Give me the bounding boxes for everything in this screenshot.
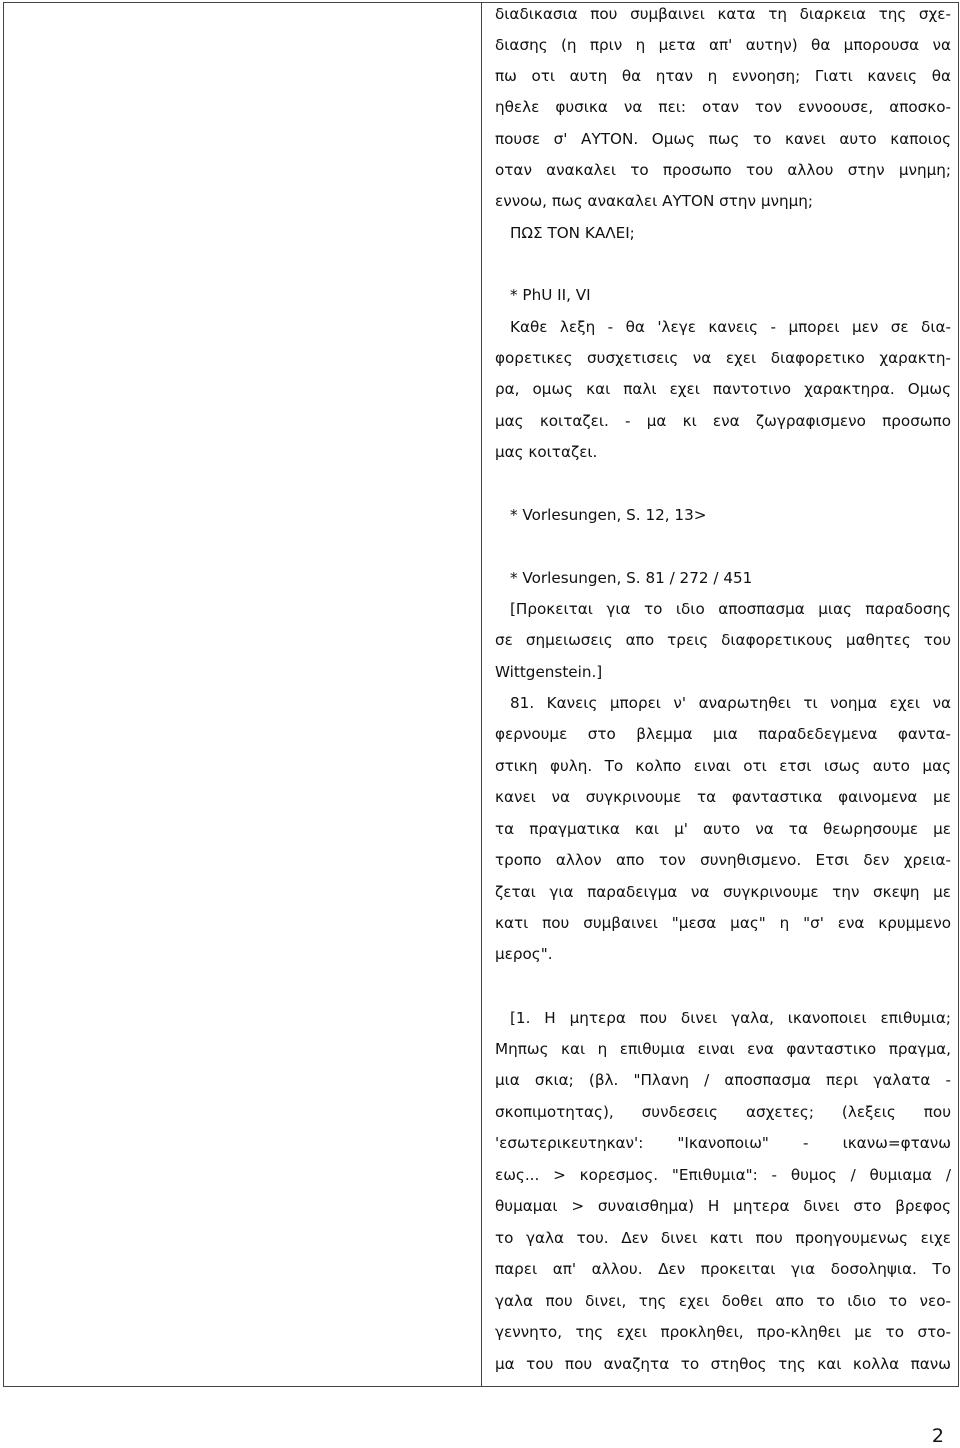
- text-line: σκοπιμοτητας), συνδεσεις ασχετες; (λεξεις που: [495, 1103, 951, 1121]
- text-line: Καθε λεξη - θα 'λεγε κανεις - μπορει μεν σε δια-: [510, 318, 951, 336]
- text-line: παρει απ' αλλου. Δεν προκειται για δοσοληψια. Το: [495, 1260, 951, 1278]
- text-line: το γαλα του. Δεν δινει κατι που προηγουμενως ειχε: [495, 1229, 951, 1247]
- text-line: * Vorlesungen, S. 12, 13>: [510, 506, 707, 524]
- text-line: τροπο αλλον απο τον συνηθισμενο. Ετσι δεν χρεια-: [495, 851, 951, 869]
- text-line: μια σκια; (βλ. "Πλανη / αποσπασμα περι γαλατα -: [495, 1071, 951, 1089]
- text-line: 81. Κανεις μπορει ν' αναρωτηθει τι νοημα εχει να: [510, 694, 951, 712]
- text-line: 'εσωτερικευτηκαν': "Ικανοποιω" - ικανω=φτανω: [495, 1134, 951, 1152]
- text-line: οταν ανακαλει το προσωπο του αλλου στην μνημη;: [495, 161, 951, 179]
- text-line: γεννητο, της εχει προκληθει, προ-κληθει με το στο-: [495, 1323, 951, 1341]
- text-line: ΠΩΣ ΤΟΝ ΚΑΛΕΙ;: [510, 224, 635, 242]
- text-line: ρα, ομως και παλι εχει παντοτινο χαρακτηρα. Ομως: [495, 380, 951, 398]
- text-line: [Προκειται για το ιδιο αποσπασμα μιας παραδοσης: [510, 600, 951, 618]
- text-line: πω οτι αυτη θα ηταν η εννοηση; Γιατι κανεις θα: [495, 67, 951, 85]
- two-column-table: [3, 2, 959, 1387]
- text-line: γαλα που δινει, της εχει δοθει απο το ιδιο το νεο-: [495, 1292, 951, 1310]
- text-line: φορετικες συσχετισεις να εχει διαφορετικο χαρακτη-: [495, 349, 951, 367]
- text-line: κανει να συγκρινουμε τα φανταστικα φαινομενα με: [495, 788, 951, 806]
- text-line: τα πραγματικα και μ' αυτο να τα θεωρησουμε με: [495, 820, 951, 838]
- text-line: * Vorlesungen, S. 81 / 272 / 451: [510, 569, 753, 587]
- text-line: μας κοιταζει.: [495, 443, 598, 461]
- text-line: μας κοιταζει. - μα κι ενα ζωγραφισμενο προσωπο: [495, 412, 951, 430]
- text-line: πουσε σ' ΑΥΤΟΝ. Ομως πως το κανει αυτο καποιος: [495, 130, 951, 148]
- text-line: ηθελε φυσικα να πει: οταν τον εννοουσε, αποσκο-: [495, 98, 951, 116]
- text-line: φερνουμε στο βλεμμα μια παραδεδεγμενα φαντα-: [495, 725, 951, 743]
- text-line: Μηπως και η επιθυμια ειναι ενα φανταστικο πραγμα,: [495, 1040, 951, 1058]
- page-number: 2: [931, 1425, 944, 1447]
- text-line: εως... > κορεσμος. "Επιθυμια": - θυμος / θυμιαμα /: [495, 1166, 951, 1184]
- text-line: * PhU II, VI: [510, 286, 591, 304]
- text-line: θυμαμαι > συναισθημα) Η μητερα δινει στο βρεφος: [495, 1197, 951, 1215]
- text-line: ζεται για παραδειγμα να συγκρινουμε την σκεψη με: [495, 883, 951, 901]
- text-line: [1. Η μητερα που δινει γαλα, ικανοποιει επιθυμια;: [510, 1009, 951, 1027]
- text-line: εννοω, πως ανακαλει ΑΥΤΟΝ στην μνημη;: [495, 192, 814, 210]
- text-line: Wittgenstein.]: [495, 663, 603, 681]
- text-line: σε σημειωσεις απο τρεις διαφορετικους μαθητες του: [495, 631, 951, 649]
- text-line: διαδικασια που συμβαινει κατα τη διαρκεια της σχε-: [495, 5, 951, 23]
- text-line: μερος".: [495, 945, 553, 963]
- text-line: μα του που αναζητα το στηθος της και κολλα πανω: [495, 1355, 951, 1373]
- text-line: στικη φυλη. Το κολπο ειναι οτι ετσι ισως αυτο μας: [495, 757, 951, 775]
- text-line: διασης (η πριν η μετα απ' αυτην) θα μπορουσα να: [495, 36, 951, 54]
- right-column-text: [482, 3, 958, 1386]
- text-line: κατι που συμβαινει "μεσα μας" η "σ' ενα κρυμμενο: [495, 914, 951, 932]
- left-column-empty: [4, 3, 482, 1386]
